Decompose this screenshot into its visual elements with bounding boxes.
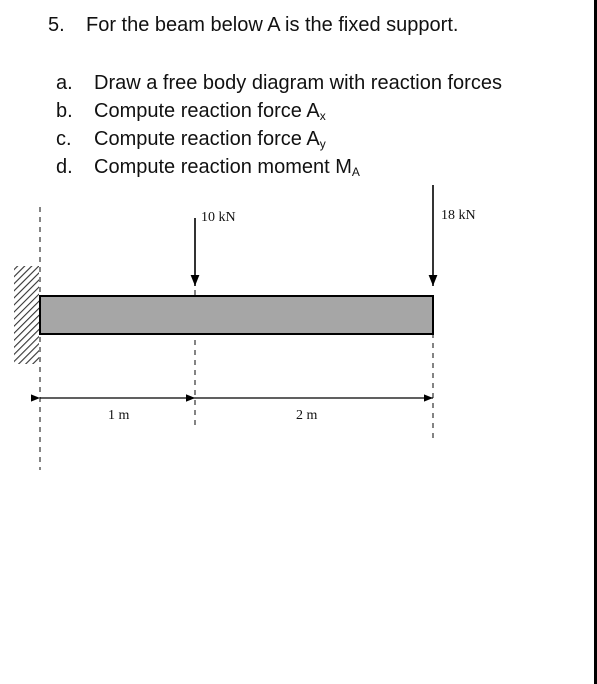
beam-diagram — [0, 175, 594, 475]
load-18kn-label: 18 kN — [441, 208, 476, 223]
part-subscript: A — [351, 165, 360, 179]
part-a — [56, 72, 502, 100]
fixed-support-hatch — [14, 266, 39, 364]
dimension-2m-label: 2 m — [296, 408, 318, 423]
beam — [40, 296, 433, 334]
question-parts — [56, 72, 502, 184]
part-label: c. — [56, 128, 72, 150]
dimension-1m-label: 1 m — [108, 408, 130, 423]
question-heading — [48, 14, 458, 37]
part-text: Compute reaction force A — [94, 100, 320, 122]
part-text: Compute reaction moment M — [94, 156, 352, 178]
part-label: b. — [56, 100, 73, 122]
question-number: 5. — [48, 14, 65, 36]
question-text: For the beam below A is the fixed support. — [86, 14, 459, 36]
part-label: a. — [56, 72, 73, 94]
part-text: Compute reaction force A — [94, 128, 320, 150]
part-text: Draw a free body diagram with reaction forces — [94, 72, 502, 94]
part-subscript: y — [319, 137, 326, 151]
part-label: d. — [56, 156, 73, 178]
part-b — [56, 100, 502, 128]
load-10kn-label: 10 kN — [201, 210, 236, 225]
part-c — [56, 128, 502, 156]
part-subscript: x — [319, 109, 326, 123]
